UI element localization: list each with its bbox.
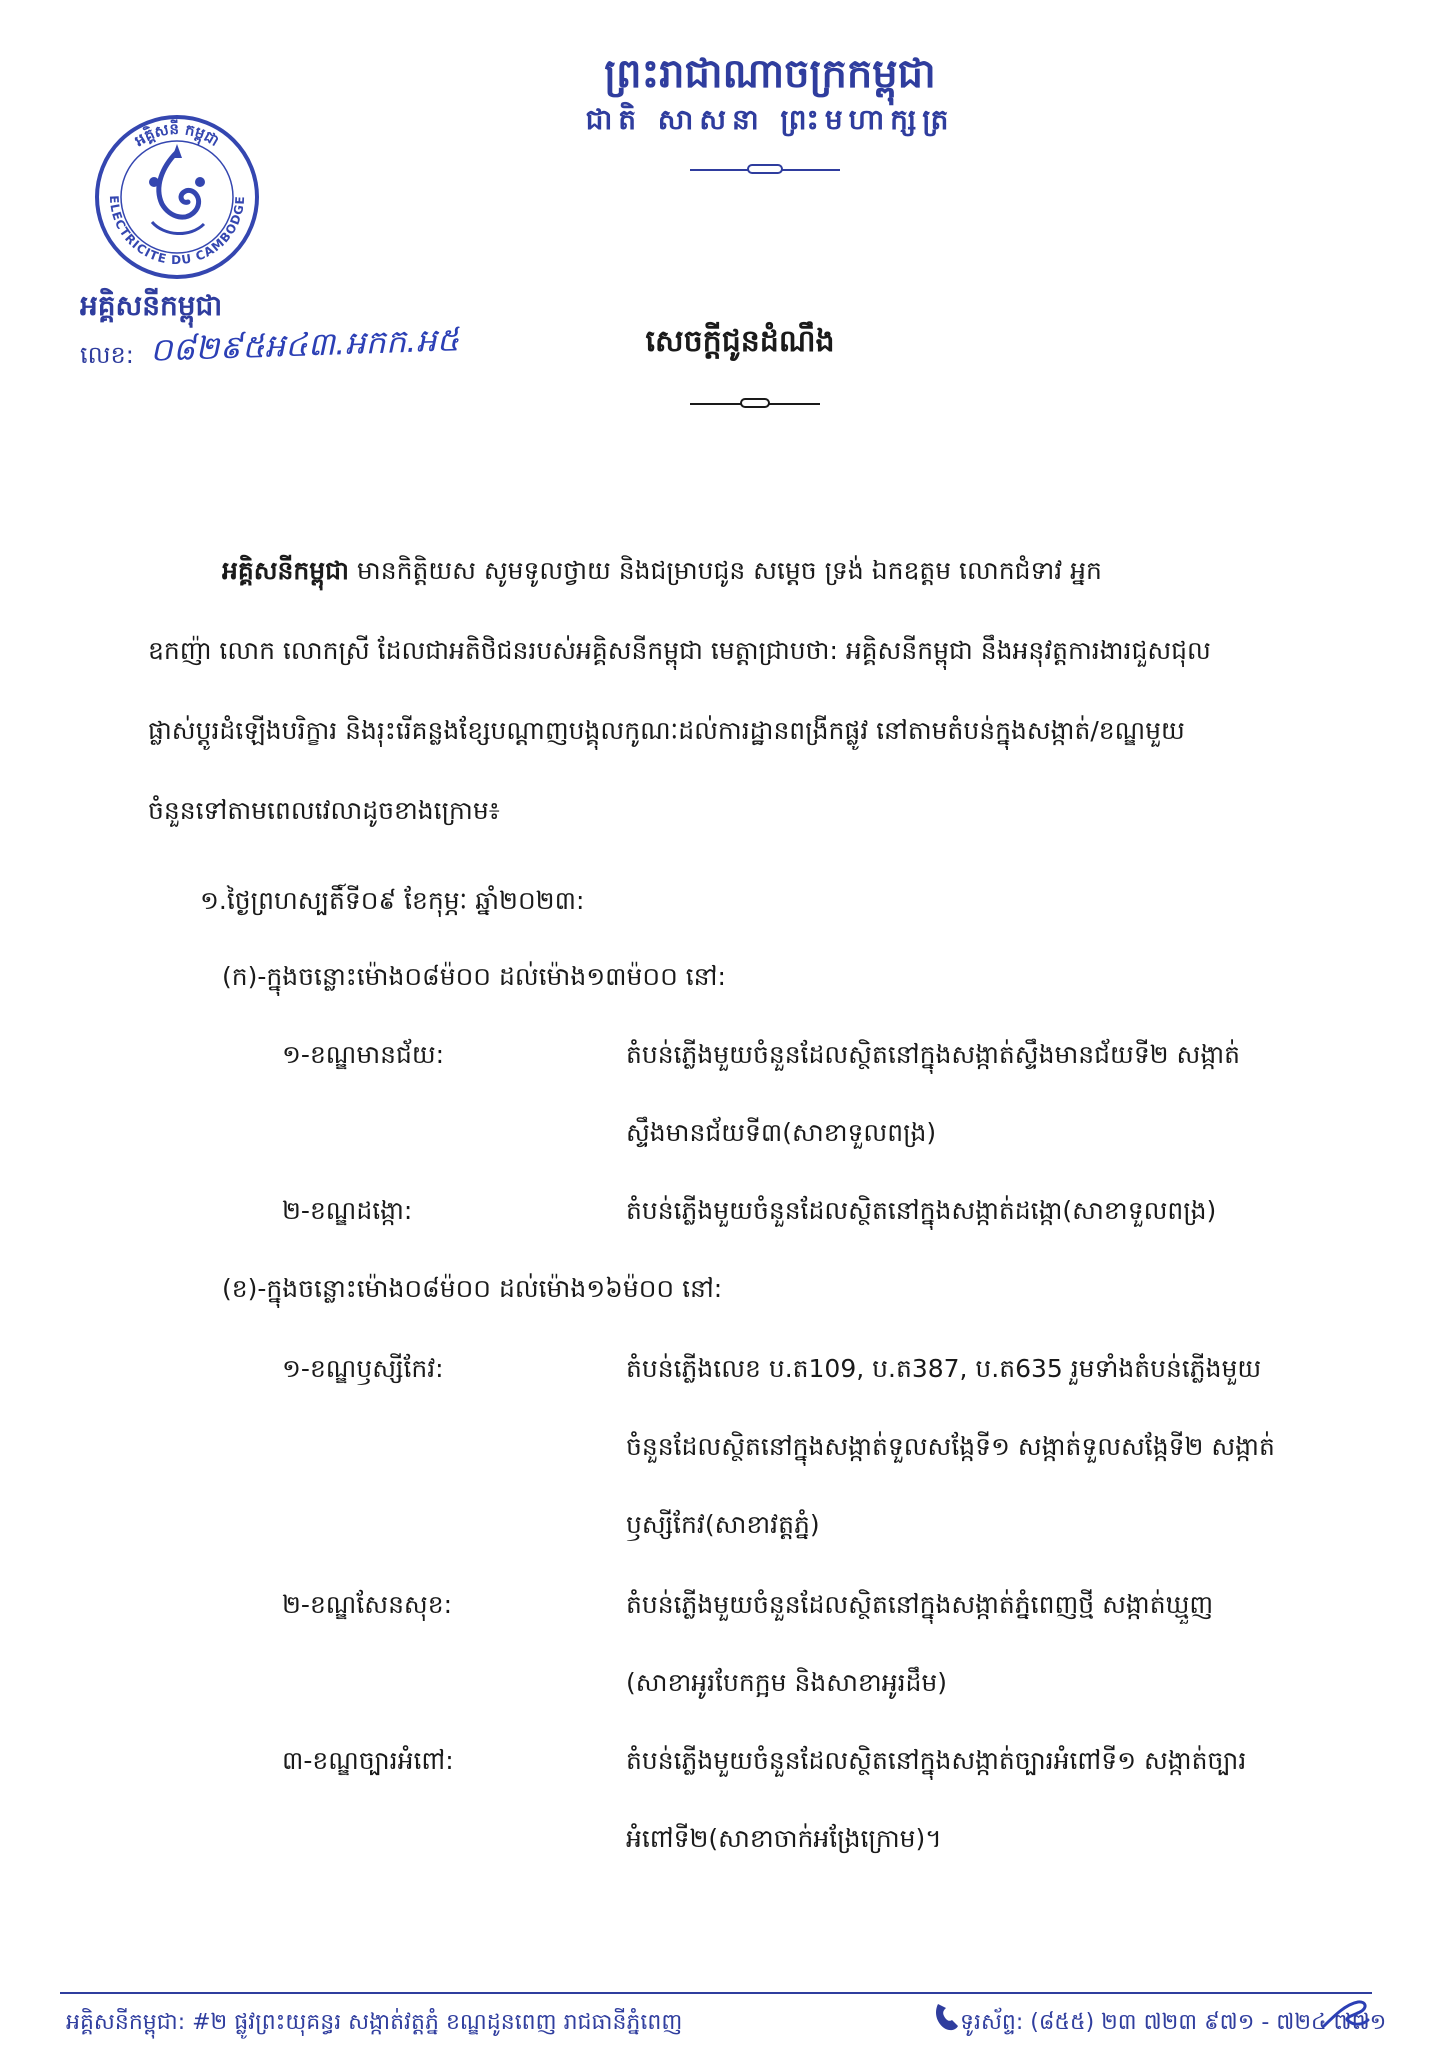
seal-text-bottom: ELECTRICITE DU CAMBODGE <box>106 194 248 268</box>
section-b-item-3-line-1: តំបន់ភ្លើងមួយចំនួនដែលស្ថិតនៅក្នុងសង្កាត់ច្បារអំពៅទី១ សង្កាត់ច្បារ <box>626 1746 1247 1775</box>
intro-org-bold: អគ្គិសនីកម្ពុជា <box>222 556 349 585</box>
section-b-item-1-label: ១-ខណ្ឌឫស្សីកែវ: <box>282 1354 444 1383</box>
section-b-item-1-line-3: ឫស្សីកែវ(សាខាវត្តភ្នំ) <box>626 1510 820 1539</box>
seal-text-top: អគ្គិសនី កម្ពុជា <box>131 119 223 150</box>
title-ornament <box>690 398 820 410</box>
national-motto: ជាតិ សាសនា ព្រះមហាក្សត្រ <box>585 103 955 136</box>
intro-line-4: ចំនួនទៅតាមពេលវេលាដូចខាងក្រោម៖ <box>148 796 500 825</box>
intro-line-1 <box>222 556 1102 586</box>
footer-divider <box>60 1992 1372 1994</box>
ref-number-handwritten: ០៨២៩៥អ៤៣.អកក.អ៥ <box>149 320 460 369</box>
edc-seal-icon <box>92 112 262 282</box>
section-a-item-1-line-1: តំបន់ភ្លើងមួយចំនួនដែលស្ថិតនៅក្នុងសង្កាត់ស្ទឹងមានជ័យទី២ សង្កាត់ <box>626 1040 1241 1069</box>
section-b-item-3-label: ៣-ខណ្ឌច្បារអំពៅ: <box>282 1746 454 1775</box>
handwritten-initial-icon <box>1320 1996 1372 2032</box>
document-title: សេចក្តីជូនដំណឹង <box>645 324 835 359</box>
section-a-heading: (ក)-ក្នុងចន្លោះម៉ោង០៨ម៉០០ ដល់ម៉ោង១៣ម៉០០ នៅ: <box>222 962 726 991</box>
svg-text:ELECTRICITE DU CAMBODGE <box>107 195 247 267</box>
header-ornament <box>690 164 840 176</box>
section-a-item-1-label: ១-ខណ្ឌមានជ័យ: <box>282 1040 445 1069</box>
section-b-item-3-line-2: អំពៅទី២(សាខាចាក់អង្រែក្រោម)។ <box>626 1824 942 1853</box>
footer-phone: ទូរស័ព្ទ: (៨៥៥) ២៣ ៧២៣ ៩៧១ - ៧២៤ ៧៧១ <box>960 2010 1387 2035</box>
kingdom-heading: ព្រះរាជាណាចក្រកម្ពុជា <box>604 51 936 97</box>
section-a-item-2-line-1: តំបន់ភ្លើងមួយចំនួនដែលស្ថិតនៅក្នុងសង្កាត់ដង្កោ(សាខាទួលពង្រ) <box>626 1196 1217 1225</box>
day-heading: ១.ថ្ងៃព្រហស្បតិ៍ទី០៩ ខែកុម្ភៈ ឆ្នាំ២០២៣: <box>200 886 585 915</box>
intro-line-1-text: មានកិត្តិយស សូមទូលថ្វាយ និងជម្រាបជូន សម្តេច ទ្រង់ ឯកឧត្តម លោកជំទាវ អ្នក <box>356 556 1102 585</box>
section-b-item-1-line-1: តំបន់ភ្លើងលេខ ប.ត109, ប.ត387, ប.ត635 រួមទាំងតំបន់ភ្លើងមួយ <box>626 1354 1262 1383</box>
org-name: អគ្គិសនីកម្ពុជា <box>80 289 223 322</box>
section-a-item-2-label: ២-ខណ្ឌដង្កោ: <box>282 1196 413 1225</box>
intro-line-3: ផ្លាស់ប្តូរដំឡើងបរិក្ខារ និងរុះរើគន្លងខ្សែបណ្តាញបង្គុលកូណៈដល់ការដ្ឋានពង្រីកផ្លូវ នៅតាមតំបន់ក្នុងសង្កាត់/ខណ្ឌមួយ <box>148 716 1185 745</box>
section-b-heading: (ខ)-ក្នុងចន្លោះម៉ោង០៨ម៉០០ ដល់ម៉ោង១៦ម៉០០ នៅ: <box>222 1274 723 1303</box>
intro-line-2: ឧកញ៉ា លោក លោកស្រី ដែលជាអតិថិជនរបស់អគ្គិសនីកម្ពុជា មេត្តាជ្រាបថា: អគ្គិសនីកម្ពុជា នឹងអនុវត្តការងារជួសជុល <box>148 636 1211 665</box>
ref-label: លេខ: <box>80 341 134 369</box>
section-b-item-1-line-2: ចំនួនដែលស្ថិតនៅក្នុងសង្កាត់ទួលសង្កែទី១ សង្កាត់ទួលសង្កែទី២ សង្កាត់ <box>626 1432 1275 1461</box>
section-b-item-2-line-2: (សាខាអូរបែកក្អម និងសាខាអូរដឹម) <box>626 1668 948 1697</box>
phone-mark-icon <box>932 2000 962 2034</box>
footer-address: អគ្គិសនីកម្ពុជា: #២ ផ្លូវព្រះយុគន្ធរ សង្កាត់វត្តភ្នំ ខណ្ឌដូនពេញ រាជធានីភ្នំពេញ <box>66 2010 683 2035</box>
section-b-item-2-label: ២-ខណ្ឌសែនសុខ: <box>282 1590 453 1619</box>
section-b-item-2-line-1: តំបន់ភ្លើងមួយចំនួនដែលស្ថិតនៅក្នុងសង្កាត់ភ្នំពេញថ្មី សង្កាត់ឃ្មួញ <box>626 1590 1214 1619</box>
section-a-item-1-line-2: ស្ទឹងមានជ័យទី៣(សាខាទួលពង្រ) <box>626 1118 937 1147</box>
